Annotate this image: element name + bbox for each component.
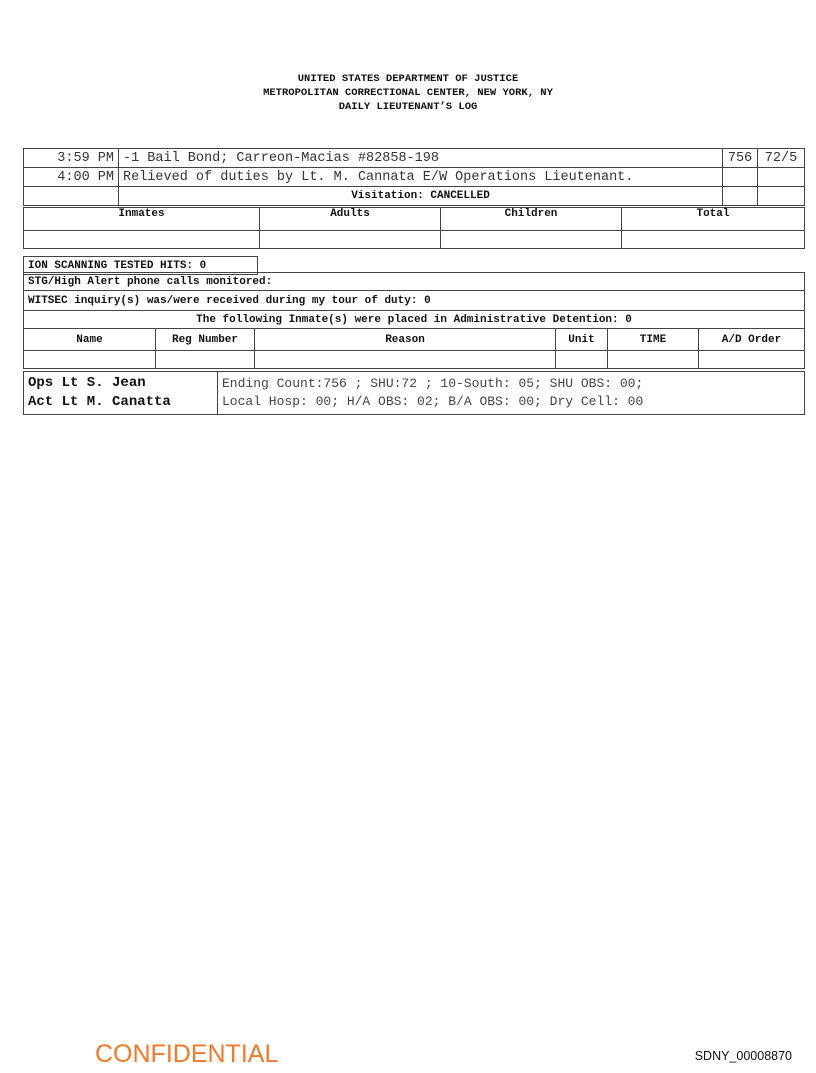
count-line-1: Ending Count:756 ; SHU:72 ; 10-South: 05; SHU OBS: 00; (222, 376, 644, 391)
log-text: -1 Bail Bond; Carreon-Macias #82858-198 (119, 149, 723, 168)
col-time: TIME (608, 329, 699, 351)
ad-table (23, 328, 805, 369)
ad-header-row (24, 329, 805, 351)
visitation-table (23, 207, 805, 249)
log-row (24, 149, 805, 168)
col-adults: Adults (260, 208, 441, 231)
alerts-table (23, 272, 805, 329)
lieutenant-names (24, 372, 218, 415)
ending-counts (218, 372, 805, 415)
log-time: 3:59 PM (24, 149, 119, 168)
col-total: Total (622, 208, 805, 231)
visitation-status: Visitation: CANCELLED (119, 187, 723, 206)
log-text: Relieved of duties by Lt. M. Cannata E/W Operations Lieutenant. (119, 168, 723, 187)
log-table (23, 148, 805, 206)
log-count: 756 (723, 149, 758, 168)
col-ad-order: A/D Order (699, 329, 805, 351)
col-reg-number: Reg Number (156, 329, 255, 351)
log-row (24, 168, 805, 187)
log-shu: 72/5 (758, 149, 805, 168)
header-facility: METROPOLITAN CORRECTIONAL CENTER, NEW YORK, NY (263, 87, 553, 99)
log-count (723, 168, 758, 187)
document-header (0, 72, 816, 114)
acting-lieutenant: Act Lt M. Canatta (28, 394, 171, 410)
stg-calls: STG/High Alert phone calls monitored: (24, 273, 805, 291)
visitation-row (24, 187, 805, 206)
col-children: Children (441, 208, 622, 231)
witsec-inquiry: WITSEC inquiry(s) was/were received during my tour of duty: 0 (24, 291, 805, 311)
log-shu (758, 168, 805, 187)
bates-number: SDNY_00008870 (694, 1049, 792, 1063)
col-name: Name (24, 329, 156, 351)
log-time: 4:00 PM (24, 168, 119, 187)
count-line-2: Local Hosp: 00; H/A OBS: 02; B/A OBS: 00; Dry Cell: 00 (222, 394, 644, 409)
col-unit: Unit (556, 329, 608, 351)
col-inmates: Inmates (24, 208, 260, 231)
ad-title: The following Inmate(s) were placed in Administrative Detention: 0 (24, 311, 805, 329)
ion-scanning: ION SCANNING TESTED HITS: 0 (24, 257, 258, 275)
header-log-title: DAILY LIEUTENANT’S LOG (338, 101, 478, 113)
signature-table (23, 371, 805, 415)
header-agency: UNITED STATES DEPARTMENT OF JUSTICE (297, 73, 519, 85)
ops-lieutenant: Ops Lt S. Jean (28, 375, 146, 391)
ad-blank-row (24, 351, 805, 369)
visitation-header-row (24, 208, 805, 231)
visitation-value-row (24, 231, 805, 249)
col-reason: Reason (255, 329, 556, 351)
confidential-stamp: CONFIDENTIAL (95, 1040, 279, 1068)
